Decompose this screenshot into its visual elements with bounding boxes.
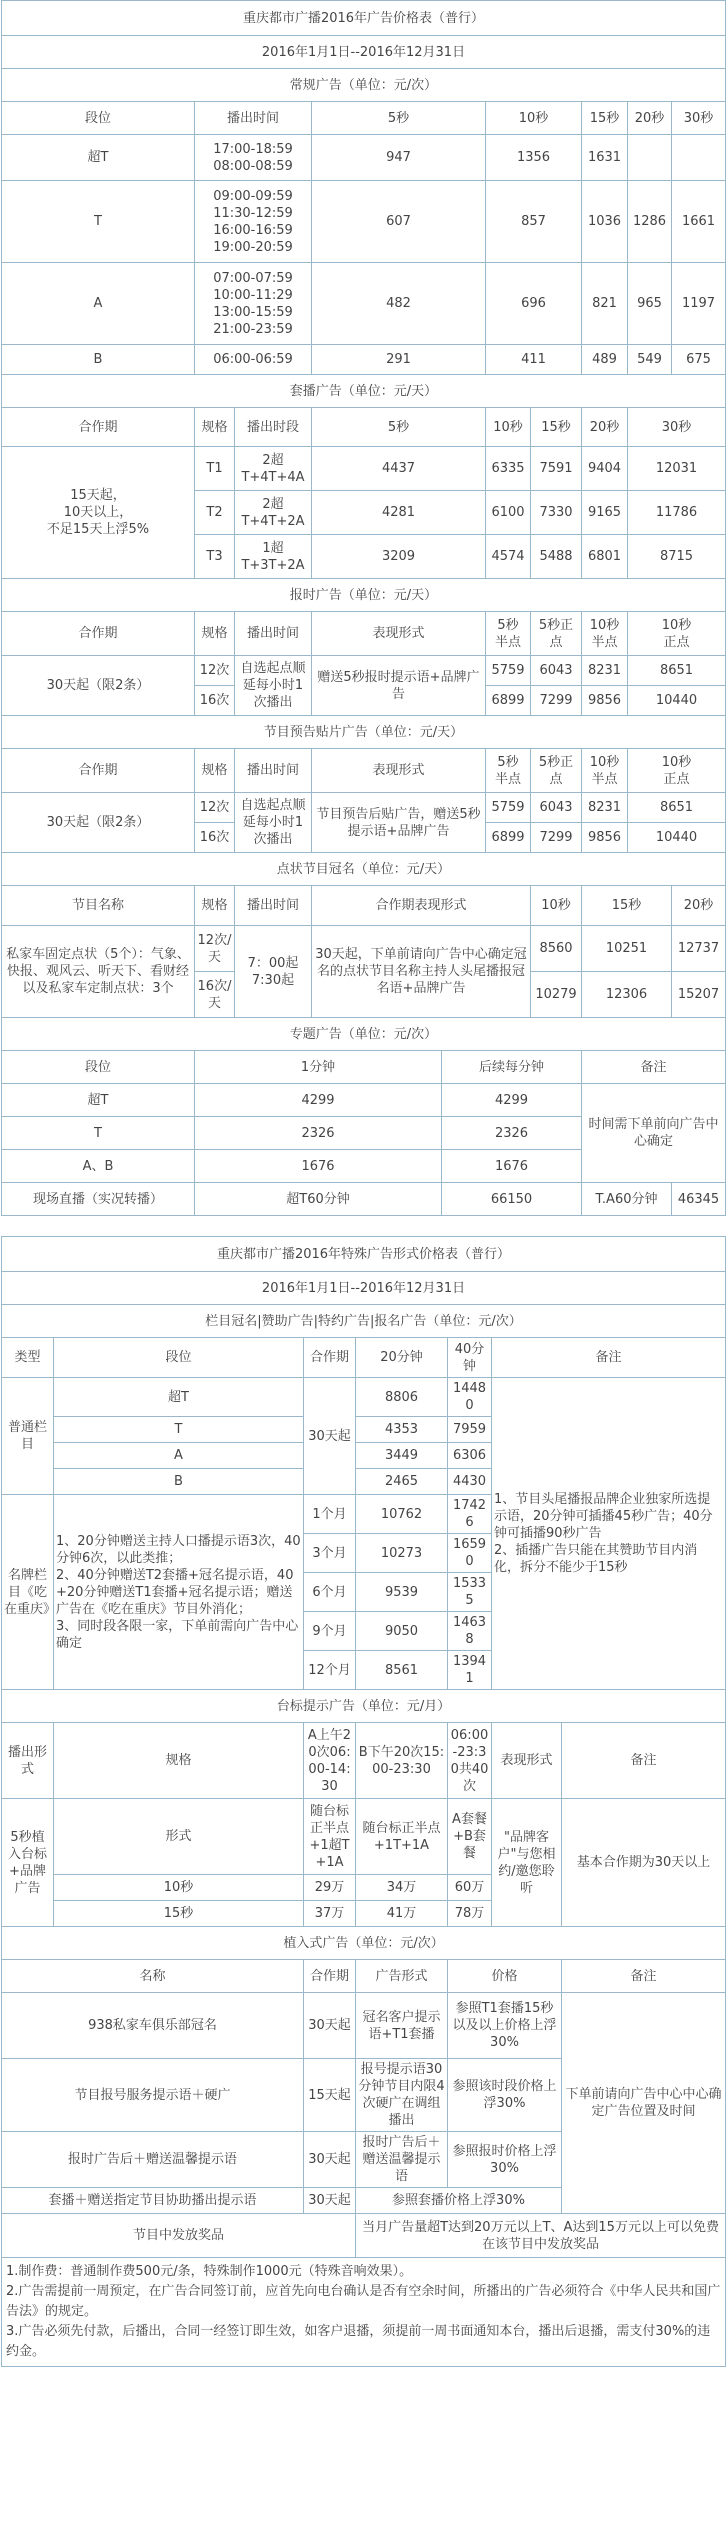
col-name: 名称	[2, 1960, 304, 1993]
period: 30天起	[304, 1378, 356, 1495]
spec: 10秒	[54, 1875, 304, 1901]
col-air-time: 播出时间	[235, 886, 312, 926]
air-time: 07:00-07:59 10:00-11:29 13:00-15:59 21:00-23:59	[195, 263, 312, 345]
table-row	[2, 1378, 726, 1417]
price-table-2016	[1, 0, 726, 1216]
price: 9856	[582, 823, 628, 853]
price: 5488	[531, 535, 582, 579]
col-air-time: 播出时间	[235, 749, 312, 793]
price: 8651	[628, 793, 726, 823]
cooperation-period: 30天起（限2条）	[2, 656, 195, 716]
air-time: 自选起点顺延每小时1次播出	[235, 793, 312, 853]
price: 607	[312, 181, 486, 263]
form: 节目预告后贴广告，赠送5秒提示语+品牌广告	[312, 793, 486, 853]
price	[628, 135, 672, 181]
price: 2326	[442, 1117, 582, 1150]
price	[672, 135, 726, 181]
col-period: 合作期	[2, 408, 195, 447]
col-period: 合作期	[2, 612, 195, 656]
col-10s: 10秒	[486, 102, 582, 135]
col-10s-hour: 10秒 正点	[628, 612, 726, 656]
segment: 超T	[54, 1378, 304, 1417]
remark: 下单前请向广告中心中心确定广告位置及时间	[562, 1993, 726, 2214]
price: 12737	[672, 926, 726, 972]
col-spec: 规格	[195, 408, 235, 447]
price: 10440	[628, 823, 726, 853]
price: 10440	[628, 686, 726, 716]
price: 13941	[448, 1651, 492, 1690]
cooperation-period: 30天起（限2条）	[2, 793, 195, 853]
price: 291	[312, 345, 486, 375]
price: 6100	[486, 491, 531, 535]
price: 7299	[531, 686, 582, 716]
price: 6043	[531, 656, 582, 686]
table-row	[2, 1084, 726, 1117]
price: 10279	[531, 972, 582, 1018]
col-40min: 40分 钟	[448, 1338, 492, 1378]
slot: 2超 T+4T+2A	[235, 491, 312, 535]
price: 4299	[195, 1084, 442, 1117]
col-form: 播出形式	[2, 1723, 54, 1799]
segment: B	[2, 345, 195, 375]
remark: 1、节目头尾播报品牌企业独家所选提示语，20分钟可插播45秒广告；40分钟可插播90秒广告 2、插播广告只能在其赞助节目内消化，拆分不能少于15秒	[492, 1378, 726, 1690]
spec: 16次	[195, 686, 235, 716]
date-range: 2016年1月1日--2016年12月31日	[2, 36, 726, 69]
form: 参照套播价格上浮30%	[356, 2188, 562, 2214]
section-timecheck-ads: 报时广告（单位：元/天）	[2, 579, 726, 612]
col-type: 类型	[2, 1338, 54, 1378]
period: 1个月	[304, 1495, 356, 1534]
price: 5759	[486, 793, 531, 823]
period: 12个月	[304, 1651, 356, 1690]
price: 8560	[531, 926, 582, 972]
price: 549	[628, 345, 672, 375]
spec: 12次	[195, 656, 235, 686]
price: 4353	[356, 1417, 448, 1443]
section-package-ads: 套播广告（单位：元/天）	[2, 375, 726, 408]
spec: 15秒	[54, 1901, 304, 1927]
form-c: A套餐+B套餐	[448, 1799, 492, 1875]
air-time: 09:00-09:59 11:30-12:59 16:00-16:59 19:00-20:59	[195, 181, 312, 263]
price: 6801	[582, 535, 628, 579]
price: 1661	[672, 181, 726, 263]
col-segment: 段位	[54, 1338, 304, 1378]
period: 15天起	[304, 2059, 356, 2132]
cooperation-period: 15天起， 10天以上， 不足15天上浮5%	[2, 447, 195, 579]
segment: T	[54, 1417, 304, 1443]
form: 赠送5秒报时提示语+品牌广告	[312, 656, 486, 716]
col-segment: 段位	[2, 102, 195, 135]
air-time: 7：00起 7:30起	[235, 926, 312, 1018]
col-program: 节目名称	[2, 886, 195, 926]
col-5s-hour: 5秒正 点	[531, 612, 582, 656]
air-time: 17:00-18:59 08:00-08:59	[195, 135, 312, 181]
col-remark: 备注	[582, 1051, 726, 1084]
price: 10762	[356, 1495, 448, 1534]
col-remark: 备注	[492, 1338, 726, 1378]
price: 11786	[628, 491, 726, 535]
price: 2326	[195, 1117, 442, 1150]
table-row	[2, 135, 726, 181]
spec: T1	[195, 447, 235, 491]
price: 8231	[582, 793, 628, 823]
table-row	[2, 1183, 726, 1216]
price: 78万	[448, 1901, 492, 1927]
period: 30天起	[304, 2132, 356, 2188]
price: 37万	[304, 1901, 356, 1927]
col-segment: 段位	[2, 1051, 195, 1084]
section-preview-ads: 节目预告贴片广告（单位：元/天）	[2, 716, 726, 749]
price: 6899	[486, 686, 531, 716]
period: 9个月	[304, 1612, 356, 1651]
name: 节目中发放奖品	[2, 2214, 356, 2258]
price: 3209	[312, 535, 486, 579]
col-10s: 10秒	[531, 886, 582, 926]
col-15s: 15秒	[582, 102, 628, 135]
period: 3个月	[304, 1534, 356, 1573]
col-20s: 20秒	[582, 408, 628, 447]
col-10s: 10秒	[486, 408, 531, 447]
price: 7959	[448, 1417, 492, 1443]
col-air-time: 播出时间	[195, 102, 312, 135]
price: 15335	[448, 1573, 492, 1612]
col-remark: 备注	[562, 1723, 726, 1799]
footnote: 1.制作费：普通制作费500元/条，特殊制作1000元（特殊音响效果）。	[6, 2264, 413, 2279]
price: 4281	[312, 491, 486, 535]
remark: 基本合作期为30天以上	[562, 1799, 726, 1927]
name: 节目报号服务提示语＋硬广	[2, 2059, 304, 2132]
price: 4299	[442, 1084, 582, 1117]
price: 5759	[486, 656, 531, 686]
name: 938私家车俱乐部冠名	[2, 1993, 304, 2059]
price: 6043	[531, 793, 582, 823]
live-b: 66150	[442, 1183, 582, 1216]
price: 8231	[582, 656, 628, 686]
program-name: 私家车固定点状（5个）：气象、快报、观风云、听天下、看财经以及私家车定制点状：3个	[2, 926, 195, 1018]
price: 10273	[356, 1534, 448, 1573]
price: 9539	[356, 1573, 448, 1612]
col-20s: 20秒	[628, 102, 672, 135]
table-row	[2, 793, 726, 823]
col-20s: 20秒	[672, 886, 726, 926]
price: 60万	[448, 1875, 492, 1901]
slot: 1超 T+3T+2A	[235, 535, 312, 579]
col-5s-half: 5秒 半点	[486, 612, 531, 656]
live-d: 46345	[672, 1183, 726, 1216]
price: 9050	[356, 1612, 448, 1651]
remark: 时间需下单前向广告中心确定	[582, 1084, 726, 1183]
col-air-time: 播出时间	[235, 612, 312, 656]
type: 名牌栏目《吃在重庆》	[2, 1495, 54, 1690]
type: 普通栏目	[2, 1378, 54, 1495]
table-row	[2, 2214, 726, 2258]
col-period: 合作期	[304, 1338, 356, 1378]
price: 29万	[304, 1875, 356, 1901]
price: 9856	[582, 686, 628, 716]
price: 16590	[448, 1534, 492, 1573]
price: 参照报时价格上浮30%	[448, 2132, 562, 2188]
segment: 超T	[2, 1084, 195, 1117]
col-each-min: 后续每分钟	[442, 1051, 582, 1084]
page	[1, 0, 725, 2367]
price: 10251	[582, 926, 672, 972]
col-form: 合作期表现形式	[312, 886, 531, 926]
type: 5秒植入台标+品牌广告	[2, 1799, 54, 1927]
period: 30天起	[304, 1993, 356, 2059]
table-title: 重庆都市广播2016年广告价格表（普行）	[2, 1, 726, 36]
segment: A	[54, 1443, 304, 1469]
name: 套播＋赠送指定节目协助播出提示语	[2, 2188, 304, 2214]
price: 947	[312, 135, 486, 181]
price: 8651	[628, 656, 726, 686]
segment: T	[2, 181, 195, 263]
col-price: 价格	[448, 1960, 562, 1993]
col-5s-half: 5秒 半点	[486, 749, 531, 793]
date-range: 2016年1月1日--2016年12月31日	[2, 1272, 726, 1305]
price: 14480	[448, 1378, 492, 1417]
live-c: T.A60分钟	[582, 1183, 672, 1216]
form-label: 形式	[54, 1799, 304, 1875]
price: 7299	[531, 823, 582, 853]
price: 9165	[582, 491, 628, 535]
col-15s: 15秒	[582, 886, 672, 926]
table-row	[2, 1799, 726, 1875]
col-10s-half: 10秒 半点	[582, 612, 628, 656]
price: 489	[582, 345, 628, 375]
col-b: B下午20次15:00-23:30	[356, 1723, 448, 1799]
price: 4574	[486, 535, 531, 579]
price: 2465	[356, 1469, 448, 1495]
table-row	[2, 263, 726, 345]
price: 6335	[486, 447, 531, 491]
col-slot: 播出时段	[235, 408, 312, 447]
live-a: 超T60分钟	[195, 1183, 442, 1216]
spec: 16次	[195, 823, 235, 853]
special-price-table-2016	[1, 1236, 726, 2367]
price: 9404	[582, 447, 628, 491]
price: 34万	[356, 1875, 448, 1901]
price: 7330	[531, 491, 582, 535]
description: 1、20分钟赠送主持人口播提示语3次，40分钟6次，以此类推； 2、40分钟赠送T2套播+冠名提示语，40+20分钟赠送T1套播+冠名提示语；赠送广告在《吃在重庆》节目外消化； 3、同时段各限一家，下单前需向广告中心确定	[54, 1495, 304, 1690]
form-a: 随台标正半点+1超T+1A	[304, 1799, 356, 1875]
col-remark: 备注	[562, 1960, 726, 1993]
table-row	[2, 926, 726, 972]
price: 6899	[486, 823, 531, 853]
price: 41万	[356, 1901, 448, 1927]
price: 参照该时段价格上浮30%	[448, 2059, 562, 2132]
col-20min: 20分钟	[356, 1338, 448, 1378]
col-c: 06:00-23:30共40次	[448, 1723, 492, 1799]
price: 696	[486, 263, 582, 345]
col-10s-hour: 10秒 正点	[628, 749, 726, 793]
segment: A、B	[2, 1150, 195, 1183]
footnotes	[2, 2258, 726, 2367]
col-period: 合作期	[2, 749, 195, 793]
form: 报时广告后＋赠送温馨提示语	[356, 2132, 448, 2188]
col-spec: 规格	[54, 1723, 304, 1799]
footnote: 3.广告必须先付款，后播出，合同一经签订即生效，如客户退播，须提前一周书面通知本台，播出后退播，需支付30%的违约金。	[6, 2324, 711, 2359]
table-title: 重庆都市广播2016年特殊广告形式价格表（普行）	[2, 1237, 726, 1272]
form: 冠名客户提示语+T1套播	[356, 1993, 448, 2059]
segment: T	[2, 1117, 195, 1150]
col-15s: 15秒	[531, 408, 582, 447]
price: 4437	[312, 447, 486, 491]
col-1min: 1分钟	[195, 1051, 442, 1084]
table-row	[2, 447, 726, 491]
section-column-ads: 栏目冠名|赞助广告|特约广告|报名广告（单位：元/次）	[2, 1305, 726, 1338]
name: 报时广告后＋赠送温馨提示语	[2, 2132, 304, 2188]
section-station-ads: 台标提示广告（单位：元/月）	[2, 1690, 726, 1723]
segment: 超T	[2, 135, 195, 181]
col-spec: 规格	[195, 886, 235, 926]
price: 8715	[628, 535, 726, 579]
price: 参照T1套播15秒以及以上价格上浮30%	[448, 1993, 562, 2059]
col-form: 表现形式	[312, 749, 486, 793]
spec: 12次/天	[195, 926, 235, 972]
price: 857	[486, 181, 582, 263]
slot: 2超 T+4T+4A	[235, 447, 312, 491]
price: 1631	[582, 135, 628, 181]
price: 8806	[356, 1378, 448, 1417]
form-b: 随台标正半点+1T+1A	[356, 1799, 448, 1875]
col-5s: 5秒	[312, 102, 486, 135]
price: 17426	[448, 1495, 492, 1534]
col-form: 广告形式	[356, 1960, 448, 1993]
footnote: 2.广告需提前一周预定，在广告合同签订前，应首先向电台确认是否有空余时间，所播出的广告必须符合《中华人民共和国广告法》的规定。	[6, 2284, 721, 2319]
spec: 16次/天	[195, 972, 235, 1018]
price: 12306	[582, 972, 672, 1018]
live-label: 现场直播（实况转播）	[2, 1183, 195, 1216]
spec: T2	[195, 491, 235, 535]
spec: 12次	[195, 793, 235, 823]
price: 1676	[195, 1150, 442, 1183]
table-row	[2, 1993, 726, 2059]
col-spec: 规格	[195, 749, 235, 793]
price: 965	[628, 263, 672, 345]
col-period: 合作期	[304, 1960, 356, 1993]
price: 1036	[582, 181, 628, 263]
price: 482	[312, 263, 486, 345]
price: 6306	[448, 1443, 492, 1469]
price: 3449	[356, 1443, 448, 1469]
price: 675	[672, 345, 726, 375]
expression: "品牌客户"与您相约/邀您聆听	[492, 1799, 562, 1927]
price: 1197	[672, 263, 726, 345]
price: 8561	[356, 1651, 448, 1690]
table-row	[2, 345, 726, 375]
col-5s: 5秒	[312, 408, 486, 447]
spec: T3	[195, 535, 235, 579]
form: 报号提示语30分钟节目内限4次硬广在调组播出	[356, 2059, 448, 2132]
col-30s: 30秒	[672, 102, 726, 135]
segment: A	[2, 263, 195, 345]
form: 当月广告量超T达到20万元以上T、A达到15万元以上可以免费在该节目中发放奖品	[356, 2214, 726, 2258]
col-30s: 30秒	[628, 408, 726, 447]
col-10s-half: 10秒 半点	[582, 749, 628, 793]
price: 411	[486, 345, 582, 375]
col-form: 表现形式	[312, 612, 486, 656]
price: 15207	[672, 972, 726, 1018]
price: 4430	[448, 1469, 492, 1495]
table-row	[2, 656, 726, 686]
price: 1356	[486, 135, 582, 181]
air-time: 自选起点顺延每小时1次播出	[235, 656, 312, 716]
price: 12031	[628, 447, 726, 491]
section-embedded-ads: 植入式广告（单位：元/次）	[2, 1927, 726, 1960]
section-naming-ads: 点状节目冠名（单位：元/天）	[2, 853, 726, 886]
price: 821	[582, 263, 628, 345]
price: 7591	[531, 447, 582, 491]
period: 30天起	[304, 2188, 356, 2214]
col-spec: 规格	[195, 612, 235, 656]
form: 30天起，下单前请向广告中心确定冠名的点状节目名称主持人头尾播报冠名语+品牌广告	[312, 926, 531, 1018]
period: 6个月	[304, 1573, 356, 1612]
col-expression: 表现形式	[492, 1723, 562, 1799]
air-time: 06:00-06:59	[195, 345, 312, 375]
col-a: A上午20次06:00-14:30	[304, 1723, 356, 1799]
segment: B	[54, 1469, 304, 1495]
price: 1676	[442, 1150, 582, 1183]
section-special-ads: 专题广告（单位：元/次）	[2, 1018, 726, 1051]
price: 14638	[448, 1612, 492, 1651]
table-row	[2, 181, 726, 263]
price: 1286	[628, 181, 672, 263]
section-regular-ads: 常规广告（单位：元/次）	[2, 69, 726, 102]
col-5s-hour: 5秒正 点	[531, 749, 582, 793]
